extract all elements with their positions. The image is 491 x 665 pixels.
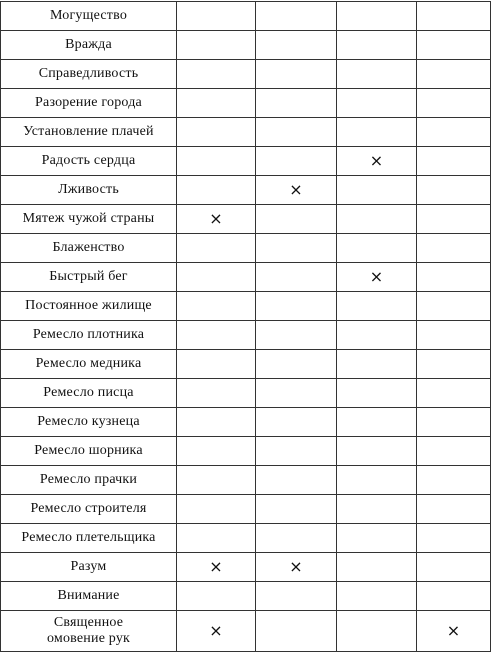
- mark-cell: [417, 379, 491, 408]
- mark-cell: [417, 524, 491, 553]
- mark-cell: ×: [417, 611, 491, 652]
- mark-cell: [417, 2, 491, 31]
- mark-cell: [337, 437, 417, 466]
- mark-cell: [177, 147, 256, 176]
- mark-cell: [337, 495, 417, 524]
- mark-cell: [256, 466, 337, 495]
- mark-cell: [256, 118, 337, 147]
- mark-cell: [256, 321, 337, 350]
- row-label: Разорение города: [1, 89, 177, 118]
- mark-cell: [337, 176, 417, 205]
- mark-cell: [337, 408, 417, 437]
- row-label: Ремесло медника: [1, 350, 177, 379]
- table-row: [1, 2, 491, 31]
- mark-cell: [337, 292, 417, 321]
- mark-cell: [177, 89, 256, 118]
- mark-cell: [256, 234, 337, 263]
- mark-cell: [337, 379, 417, 408]
- mark-cell: [177, 582, 256, 611]
- table-row: [1, 495, 491, 524]
- mark-cell: [337, 118, 417, 147]
- table-row: [1, 466, 491, 495]
- mark-cell: [256, 350, 337, 379]
- mark-cell: [417, 466, 491, 495]
- mark-cell: ×: [256, 176, 337, 205]
- mark-cell: [256, 147, 337, 176]
- table-row: [1, 408, 491, 437]
- row-label: Ремесло шорника: [1, 437, 177, 466]
- row-label: Вражда: [1, 31, 177, 60]
- mark-cell: [417, 176, 491, 205]
- table-row: [1, 321, 491, 350]
- mark-cell: [177, 350, 256, 379]
- mark-cell: ×: [177, 205, 256, 234]
- table-row: [1, 437, 491, 466]
- mark-cell: [337, 524, 417, 553]
- mark-cell: [337, 553, 417, 582]
- mark-cell: [177, 437, 256, 466]
- mark-cell: [256, 408, 337, 437]
- mark-cell: [417, 60, 491, 89]
- mark-cell: [256, 31, 337, 60]
- table-row: [1, 89, 491, 118]
- table-row: [1, 176, 491, 205]
- row-label: Ремесло плотника: [1, 321, 177, 350]
- row-label: Установление плачей: [1, 118, 177, 147]
- mark-cell: [177, 2, 256, 31]
- mark-cell: [417, 582, 491, 611]
- mark-cell: [177, 60, 256, 89]
- table-row: [1, 524, 491, 553]
- mark-cell: [256, 437, 337, 466]
- mark-cell: [256, 60, 337, 89]
- row-label: Блаженство: [1, 234, 177, 263]
- mark-cell: [177, 524, 256, 553]
- table-row: [1, 147, 491, 176]
- table-row: [1, 205, 491, 234]
- mark-cell: [256, 379, 337, 408]
- mark-cell: [256, 292, 337, 321]
- mark-cell: [337, 60, 417, 89]
- mark-cell: [417, 118, 491, 147]
- mark-cell: [256, 205, 337, 234]
- mark-cell: ×: [177, 611, 256, 652]
- table-container: [0, 1, 490, 652]
- row-label: Постоянное жилище: [1, 292, 177, 321]
- mark-cell: [417, 408, 491, 437]
- mark-cell: [417, 31, 491, 60]
- row-label: Мятеж чужой страны: [1, 205, 177, 234]
- mark-cell: [417, 89, 491, 118]
- row-label: Разум: [1, 553, 177, 582]
- table-row: [1, 582, 491, 611]
- mark-cell: [337, 89, 417, 118]
- mark-cell: [337, 31, 417, 60]
- mark-cell: ×: [256, 553, 337, 582]
- table-row: [1, 611, 491, 652]
- mark-cell: [417, 205, 491, 234]
- row-label: Могущество: [1, 2, 177, 31]
- mark-cell: [256, 263, 337, 292]
- mark-cell: [417, 292, 491, 321]
- table-row: [1, 379, 491, 408]
- row-label: Священное омовение рук: [1, 611, 177, 652]
- table-row: [1, 31, 491, 60]
- mark-cell: [417, 263, 491, 292]
- table-row: [1, 292, 491, 321]
- table-row: [1, 60, 491, 89]
- mark-cell: [417, 321, 491, 350]
- mark-cell: [417, 437, 491, 466]
- mark-cell: [177, 118, 256, 147]
- mark-cell: [177, 495, 256, 524]
- row-label: Ремесло строителя: [1, 495, 177, 524]
- attributes-table: [0, 1, 491, 652]
- mark-cell: [177, 292, 256, 321]
- mark-cell: [337, 321, 417, 350]
- mark-cell: [337, 350, 417, 379]
- mark-cell: [337, 2, 417, 31]
- row-label: Быстрый бег: [1, 263, 177, 292]
- table-row: [1, 118, 491, 147]
- mark-cell: [177, 263, 256, 292]
- mark-cell: [256, 582, 337, 611]
- mark-cell: ×: [177, 553, 256, 582]
- mark-cell: [256, 2, 337, 31]
- row-label: Справедливость: [1, 60, 177, 89]
- mark-cell: [417, 350, 491, 379]
- table-row: [1, 553, 491, 582]
- row-label: Ремесло кузнеца: [1, 408, 177, 437]
- mark-cell: [256, 89, 337, 118]
- table-row: [1, 350, 491, 379]
- mark-cell: [177, 408, 256, 437]
- table-row: [1, 263, 491, 292]
- row-label: Ремесло писца: [1, 379, 177, 408]
- row-label: Лживость: [1, 176, 177, 205]
- mark-cell: [337, 611, 417, 652]
- mark-cell: [417, 553, 491, 582]
- mark-cell: [256, 524, 337, 553]
- mark-cell: [337, 582, 417, 611]
- mark-cell: [177, 466, 256, 495]
- mark-cell: [417, 495, 491, 524]
- mark-cell: [337, 205, 417, 234]
- mark-cell: [177, 379, 256, 408]
- mark-cell: [177, 176, 256, 205]
- mark-cell: [177, 234, 256, 263]
- row-label: Радость сердца: [1, 147, 177, 176]
- mark-cell: ×: [337, 263, 417, 292]
- mark-cell: ×: [337, 147, 417, 176]
- row-label: Ремесло прачки: [1, 466, 177, 495]
- mark-cell: [177, 31, 256, 60]
- row-label: Ремесло плетельщика: [1, 524, 177, 553]
- table-body: [1, 2, 491, 652]
- table-row: [1, 234, 491, 263]
- mark-cell: [417, 147, 491, 176]
- row-label: Внимание: [1, 582, 177, 611]
- mark-cell: [337, 234, 417, 263]
- mark-cell: [256, 495, 337, 524]
- mark-cell: [177, 321, 256, 350]
- mark-cell: [417, 234, 491, 263]
- mark-cell: [256, 611, 337, 652]
- mark-cell: [337, 466, 417, 495]
